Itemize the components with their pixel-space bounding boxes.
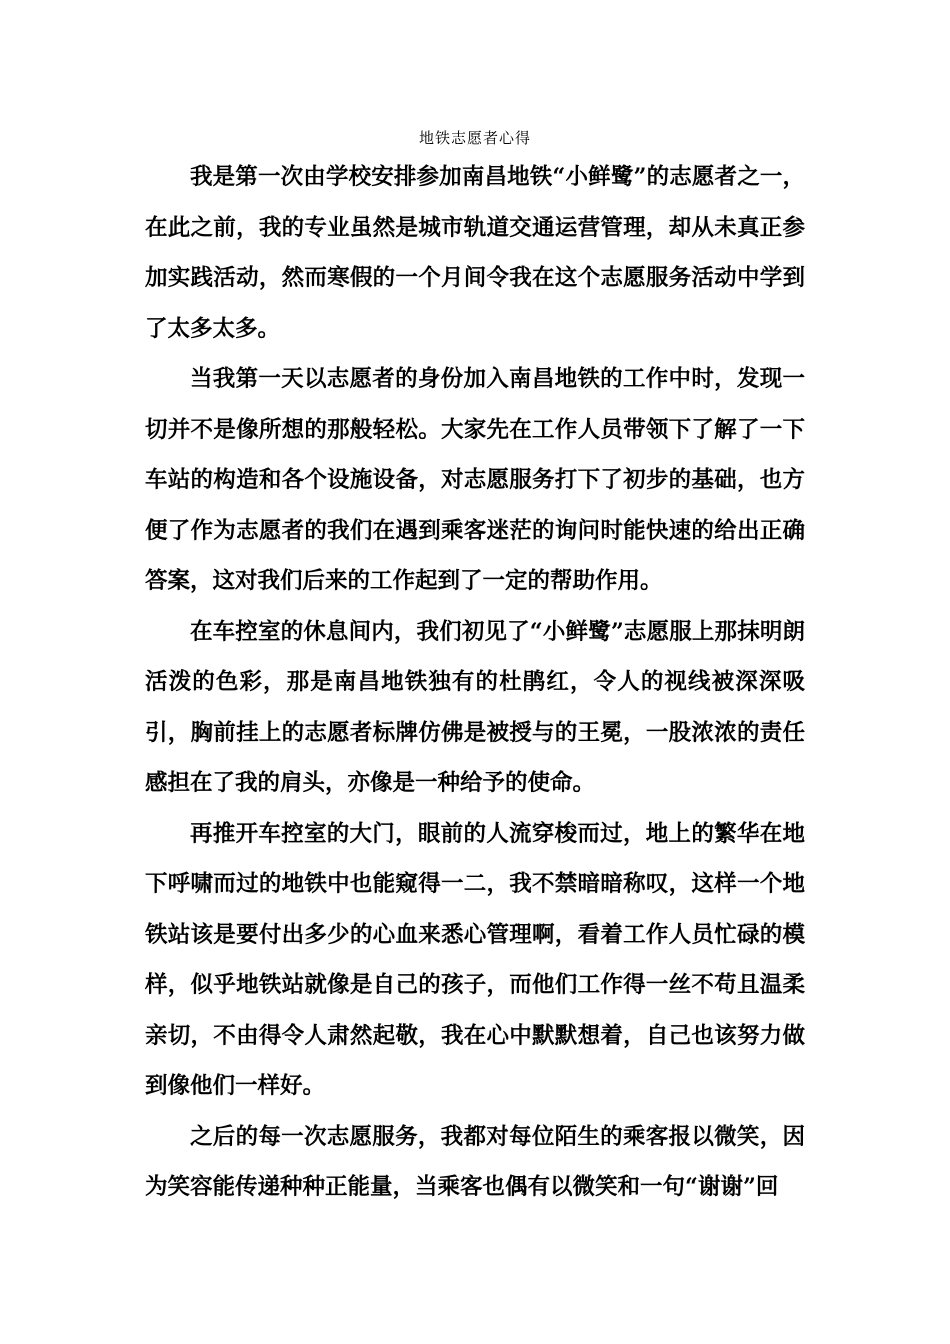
paragraph-5: 之后的每一次志愿服务，我都对每位陌生的乘客报以微笑，因为笑容能传递种种正能量，当乘客也偶有以微笑和一句“谢谢”回	[145, 1123, 805, 1200]
paragraph-2: 当我第一天以志愿者的身份加入南昌地铁的工作中时，发现一切并不是像所想的那般轻松。大家先在工作人员带领下了解了一下车站的构造和各个设施设备，对志愿服务打下了初步的基础，也方便了作为志愿者的我们在遇到乘客迷茫的询问时能快速的给出正确答案，这对我们后来的工作起到了一定的帮助作用。	[145, 366, 805, 594]
document-title: 地铁志愿者心得	[418, 129, 531, 147]
document-body	[145, 152, 805, 1213]
paragraph-3: 在车控室的休息间内，我们初见了“小鲜鹭”志愿服上那抹明朗活泼的色彩，那是南昌地铁独有的杜鹃红，令人的视线被深深吸引，胸前挂上的志愿者标牌仿佛是被授与的王冕，一股浓浓的责任感担在了我的肩头，亦像是一种给予的使命。	[145, 618, 805, 796]
paragraph-4: 再推开车控室的大门，眼前的人流穿梭而过，地上的繁华在地下呼啸而过的地铁中也能窥得一二，我不禁暗暗称叹，这样一个地铁站该是要付出多少的心血来悉心管理啊，看着工作人员忙碌的模样，似乎地铁站就像是自己的孩子，而他们工作得一丝不苟且温柔亲切，不由得令人肃然起敬，我在心中默默想着，自己也该努力做到像他们一样好。	[145, 820, 805, 1099]
paragraph-1: 我是第一次由学校安排参加南昌地铁“小鲜鹭”的志愿者之一，在此之前，我的专业虽然是城市轨道交通运营管理，却从未真正参加实践活动，然而寒假的一个月间令我在这个志愿服务活动中学到了太多太多。	[145, 164, 805, 342]
